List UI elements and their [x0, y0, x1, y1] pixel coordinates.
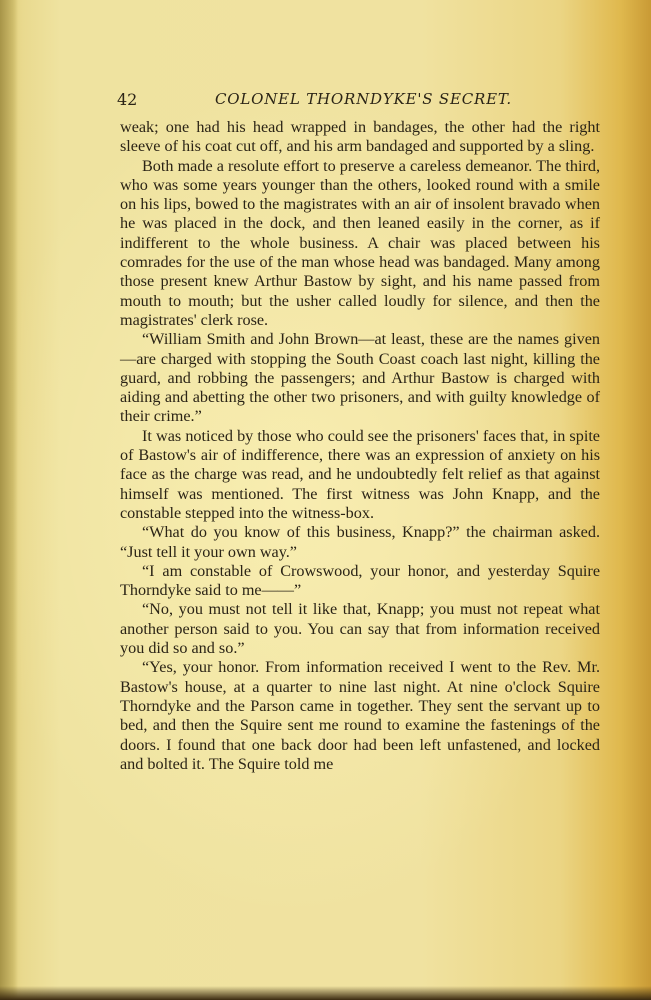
- paragraph: “Yes, your honor. From information received I went to the Rev. Mr. Bastow's house, at a quarter to nine last night. At nine o'clock Squire Thorndyke and the Parson came in together. They sent the servant up to bed, and then the Squire sent me round to examine the fastenings of the doors. I found that one back door had been left unfastened, and locked and bolted it. The Squire told me: [120, 658, 600, 773]
- paragraph: “William Smith and John Brown—at least, these are the names given—are charged with stopping the South Coast coach last night, killing the guard, and robbing the passengers; and Arthur Bastow is charged with aiding and abetting the other two prisoners, and with guilty knowledge of their crime.”: [120, 330, 600, 426]
- paragraph: “No, you must not tell it like that, Knapp; you must not repeat what another person said to you. You can say that from information received you did so and so.”: [120, 600, 600, 658]
- page-number: 42: [117, 90, 138, 109]
- page-header: [117, 90, 527, 112]
- body-text: [120, 118, 600, 774]
- paragraph: “I am constable of Crowswood, your honor, and yesterday Squire Thorndyke said to me——”: [120, 561, 600, 600]
- paragraph: Both made a resolute effort to preserve a careless demeanor. The third, who was some years younger than the others, looked round with a smile on his lips, bowed to the magistrates with an air of insolent bravado when he was placed in the dock, and then leaned easily in the corner, as if indifferent to the whole business. A chair was placed between his comrades for the use of the man whose head was bandaged. Many among those present knew Arthur Bastow by sight, and his name passed from mouth to mouth; but the usher called loudly for silence, and then the magistrates' clerk rose.: [120, 156, 600, 329]
- page-bottom-edge: [0, 986, 651, 1000]
- paragraph: It was noticed by those who could see the prisoners' faces that, in spite of Bastow's air of indifference, there was an expression of anxiety on his face as the charge was read, and he undoubtedly felt relief as that against himself was mentioned. The first witness was John Knapp, and the constable stepped into the witness-box.: [120, 426, 600, 522]
- paragraph: “What do you know of this business, Knapp?” the chairman asked. “Just tell it your own way.”: [120, 523, 600, 561]
- paragraph: weak; one had his head wrapped in bandages, the other had the right sleeve of his coat cut off, and his arm bandaged and supported by a sling.: [120, 118, 600, 156]
- running-title: COLONEL THORNDYKE'S SECRET.: [215, 90, 513, 108]
- page-binding-edge: [0, 0, 18, 1000]
